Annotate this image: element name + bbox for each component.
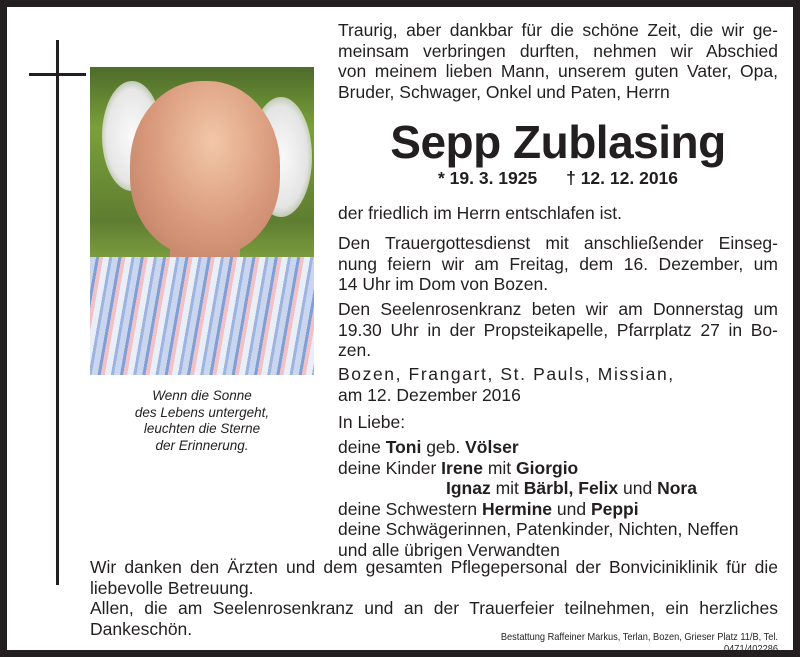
place-date: Bozen, Frangart, St. Pauls, Missian, am 12. Dezember 2016: [338, 364, 675, 405]
photo-caption: Wenn die Sonne des Lebens untergeht, leuchten die Sterne der Erinnerung.: [134, 388, 270, 453]
deceased-name: Sepp Zublasing: [390, 116, 726, 168]
mourner-others: deine Schwägerinnen, Patenkinder, Nichten, Neffen: [338, 519, 739, 539]
mourner-children-2: Ignaz mit Bärbl, Felix und Nora: [446, 478, 697, 498]
rosary-text: Den Seelenrosenkranz beten wir am Donnerstag um 19.30 Uhr in der Propsteikapelle, Pfarrplatz 27 in Bo- zen.: [338, 299, 778, 360]
thanks-text: Wir danken den Ärzten und dem gesamten Pflegepersonal der Bonviciniklinik für die liebevolle Betreuung. Allen, die am Seelenrosenkranz und an der Trauerfeier teilnehmen, ein herzliches Dankeschön.: [90, 557, 778, 639]
mourners-list: [338, 437, 778, 560]
birth-date: * 19. 3. 1925: [437, 168, 538, 188]
cross-icon-vertical: [56, 40, 59, 585]
death-date: † 12. 12. 2016: [566, 168, 679, 188]
mourner-children: deine Kinder Irene mit Giorgio: [338, 457, 579, 478]
funeral-home-imprint: Bestattung Raffeiner Markus, Terlan, Bozen, Grieser Platz 11/B, Tel. 0471/402286: [500, 631, 778, 655]
portrait-photo: [90, 67, 314, 375]
life-dates: [338, 168, 778, 189]
cross-icon-horizontal: [29, 73, 86, 76]
mourner-wife: deine Toni geb. Völser: [338, 437, 519, 457]
service-text: Den Trauergottesdienst mit anschließender Einseg- nung feiern wir am Freitag, dem 16. Dezember, um 14 Uhr im Dom von Bozen.: [338, 233, 778, 294]
intro-text: Traurig, aber dankbar für die schöne Zeit, die wir ge- meinsam verbringen durften, nehmen wir Abschied von meinem lieben Mann, unserem guten Vater, Opa, Bruder, Schwager, Onkel und Paten, Herrn: [338, 20, 778, 102]
mourner-others-2: und alle übrigen Verwandten: [338, 539, 560, 560]
mourner-sisters: deine Schwestern Hermine und Peppi: [338, 498, 639, 519]
mourners-heading: In Liebe:: [338, 412, 406, 432]
passed-text: der friedlich im Herrn entschlafen ist.: [338, 203, 622, 223]
